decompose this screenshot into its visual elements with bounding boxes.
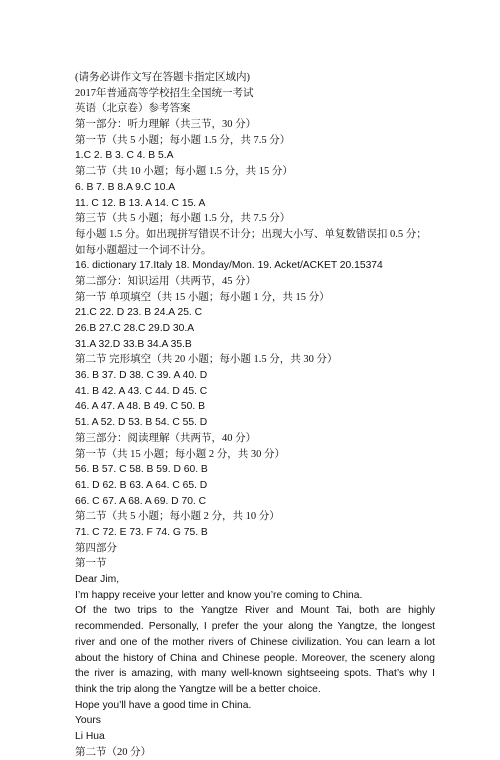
instruction-note: (请务必讲作文写在答题卡指定区域内) [75, 72, 250, 83]
answer-row: 31.A 32.D 33.B 34.A 35.B [75, 338, 192, 350]
letter-closing: Hope you’ll have a good time in China. [75, 699, 252, 711]
subsection-heading: 第一节（共 5 小题；每小题 1.5 分，共 7.5 分） [75, 134, 291, 146]
answer-row: 51. A 52. D 53. B 54. C 55. D [75, 417, 208, 429]
answer-row: 26.B 27.C 28.C 29.D 30.A [75, 323, 195, 335]
subsection-heading: 第二节（20 分） [75, 746, 152, 758]
answer-key-content [75, 70, 435, 760]
answer-row: 41. B 42. A 43. C 44. D 45. C [75, 385, 208, 397]
answer-row: 1.C 2. B 3. C 4. B 5.A [75, 150, 174, 162]
answer-row: 11. C 12. B 13. A 14. C 15. A [75, 197, 206, 209]
letter-salutation: Dear Jim, [75, 574, 120, 586]
subsection-heading: 第二节（共 10 小题；每小题 1.5 分，共 15 分） [75, 166, 293, 178]
letter-opening: I’m happy receive your letter and know you’re coming to China. [75, 589, 363, 601]
exam-subtitle: 英语（北京卷）参考答案 [75, 103, 191, 115]
section-heading: 第一部分：听力理解（共三节，30 分） [75, 119, 257, 131]
answer-row: 56. B 57. C 58. B 59. D 60. B [75, 464, 208, 476]
answer-row: 36. B 37. D 38. C 39. A 40. D [75, 370, 208, 382]
subsection-heading: 第三节（共 5 小题；每小题 1.5 分，共 7.5 分） [75, 213, 291, 225]
section-heading: 第二部分：知识运用（共两节，45 分） [75, 275, 257, 287]
letter-signoff: Yours [75, 715, 101, 727]
answer-row: 71. C 72. E 73. F 74. G 75. B [75, 526, 208, 538]
section-heading: 第三部分：阅读理解（共两节，40 分） [75, 432, 257, 444]
exam-title: 2017年普通高等学校招生全国统一考试 [75, 87, 254, 99]
answer-row: 66. C 67. A 68. A 69. D 70. C [75, 495, 207, 507]
answer-row: 6. B 7. B 8.A 9.C 10.A [75, 181, 176, 193]
section-heading: 第四部分 [75, 542, 117, 554]
answer-row: 16. dictionary 17.Italy 18. Monday/Mon. 19. Acket/ACKET 20.15374 [75, 260, 383, 272]
answer-row: 61. D 62. B 63. A 64. C 65. D [75, 479, 208, 491]
letter-signature: Li Hua [75, 731, 105, 742]
subsection-heading: 第一节 [75, 558, 107, 570]
subsection-heading: 第二节（共 5 小题；每小题 2 分，共 10 分） [75, 511, 280, 523]
answer-row: 21.C 22. D 23. B 24.A 25. C [75, 307, 203, 319]
letter-body: Of the two trips to the Yangtze River and Mount Tai, both are highly recommended. Personally, I prefer the your along the Yangtze, the longest river and one of the mother rivers of Chinese civilization. You can learn a lot about the history of China and Chinese people. Moreover, the scenery along the river is amazing, with many well-known sightseeing spots. That’s why I think the trip along the Yangtze will be a better choice. [75, 605, 435, 695]
subsection-heading: 第一节（共 15 小题；每小题 2 分，共 30 分） [75, 448, 285, 460]
scoring-note: 每小题 1.5 分。如出现拼写错误不计分；出现大小写、单复数错误扣 0.5 分；如每小题超过一个词不计分。 [75, 228, 427, 256]
answer-row: 46. A 47. A 48. B 49. C 50. B [75, 401, 205, 413]
subsection-heading: 第一节 单项填空（共 15 小题；每小题 1 分，共 15 分） [75, 291, 330, 303]
subsection-heading: 第二节 完形填空（共 20 小题；每小题 1.5 分，共 30 分） [75, 354, 338, 366]
